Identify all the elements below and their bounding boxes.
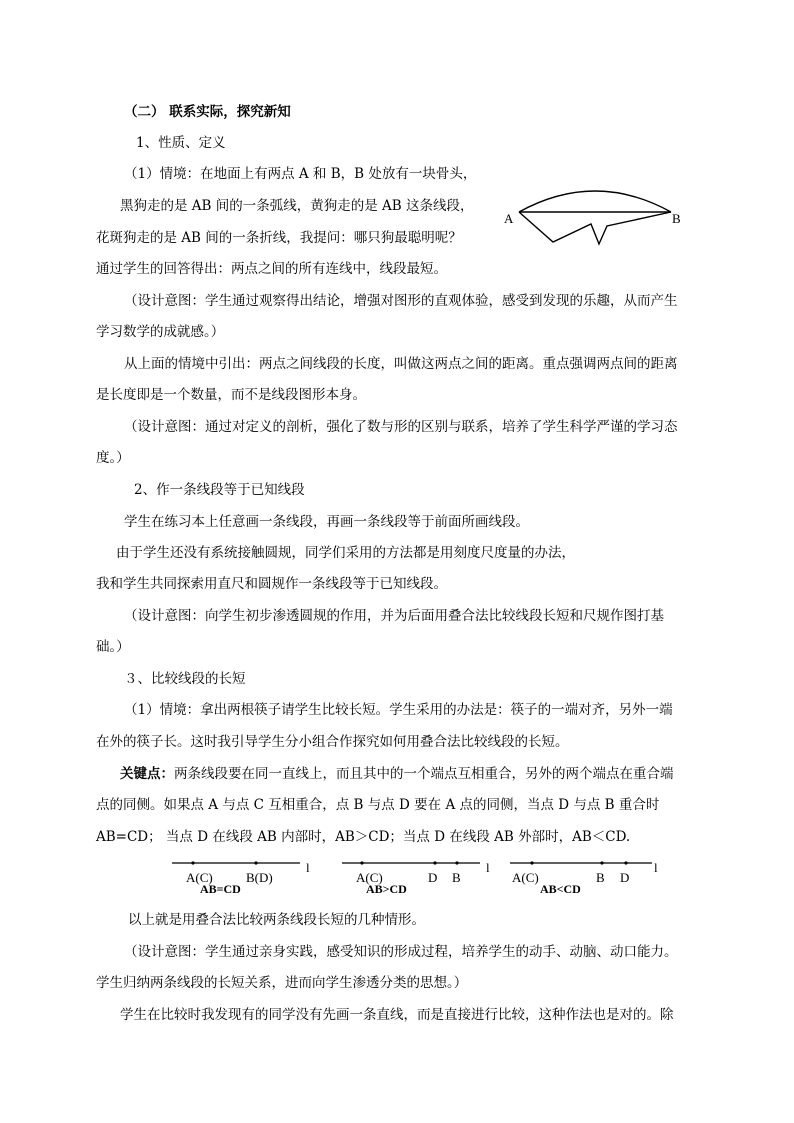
key-point-label: 关键点： (120, 766, 174, 782)
paragraph-chopsticks-b: 在外的筷子长。这时我引导学生分小组合作探究如何用叠合法比较线段的长短。 (96, 734, 569, 750)
design-intent-4a: （设计意图：学生通过亲身实践，感受知识的形成过程，培养学生的动手、动脑、动口能力。 (124, 944, 678, 960)
paragraph-compass-2: 我和学生共同探索用直尺和圆规作一条线段等于已知线段。 (96, 576, 447, 592)
section-title: （二） 联系实际，探究新知 (124, 104, 291, 120)
paragraph-key-a (120, 765, 674, 783)
key-point-text: 两条线段要在同一直线上，而且其中的一个端点互相重合，另外的两个端点在重合端 (174, 766, 674, 782)
fig2-1-mid: B(D) (246, 870, 273, 885)
comparison-line-2 (340, 856, 480, 870)
design-intent-3b: 础。） (96, 639, 130, 655)
paragraph-observation: 学生在比较时我发现有的同学没有先画一条直线，而是直接进行比较，这种作法也是对的。除 (120, 1007, 674, 1023)
paragraph-distance-a: 从上面的情境中引出：两点之间线段的长度，叫做这两点之间的距离。重点强调两点间的距离 (124, 356, 678, 372)
paragraph-situation: （1）情境：在地面上有两点 A 和 B，B 处放有一块骨头， (124, 166, 477, 182)
paragraph-draw: 学生在练习本上任意画一条线段，再画一条线段等于前面所画线段。 (124, 514, 529, 530)
design-intent-1b: 学习数学的成就感。） (96, 324, 225, 340)
heading-properties: 1、性质、定义 (136, 135, 226, 151)
fig2-2-mid: D (428, 870, 438, 885)
fig2-3-mid2: D (620, 870, 630, 885)
paragraph-chopsticks-a: （1）情境：拿出两根筷子请学生比较长短。学生采用的办法是：筷子的一端对齐，另外一端 (124, 702, 673, 718)
fig2-2-caption: AB>CD (366, 882, 407, 896)
fig2-3-end: l (654, 860, 658, 875)
paragraph-summary: 以上就是用叠合法比较两条线段长短的几种情形。 (128, 912, 425, 928)
fig2-1-end: l (306, 860, 310, 875)
fig2-3-left: A(C) (512, 870, 539, 885)
design-intent-2b: 度。） (96, 450, 130, 466)
heading-compare: ３、比较线段的长短 (124, 671, 246, 687)
paragraph-key-b: 点的同侧。如果点 A 与点 C 互相重合，点 B 与点 D 要在 A 点的同侧，当点 D 与点 B 重合时 (96, 797, 660, 813)
design-intent-4b: 学生归纳两条线段的长短关系，进而向学生渗透分类的思想。） (96, 975, 468, 991)
paragraph-compass-1: 由于学生还没有系统接触圆规，同学们采用的方法都是用刻度尺度量的办法， (116, 545, 575, 561)
fig2-1-left: A(C) (186, 870, 213, 885)
fig2-3-mid: B (596, 870, 605, 885)
design-intent-2a: （设计意图：通过对定义的剖析，强化了数与形的区别与联系，培养了学生科学严谨的学习态 (124, 419, 678, 435)
design-intent-3a: （设计意图：向学生初步渗透圆规的作用，并为后面用叠合法比较线段长短和尺规作图打基 (124, 608, 664, 624)
fig2-1-caption: AB=CD (200, 882, 241, 896)
paragraph-conclusion: 通过学生的回答得出：两点之间的所有连线中，线段最短。 (96, 261, 447, 277)
comparison-line-3 (508, 856, 654, 870)
heading-construct: 2、作一条线段等于已知线段 (134, 482, 305, 498)
fig2-2-left: A(C) (356, 870, 383, 885)
comparison-line-1 (170, 856, 310, 870)
fig2-2-end: l (486, 860, 490, 875)
paragraph-dogs-2: 花斑狗走的是 AB 间的一条折线，我提问：哪只狗最聪明呢？ (96, 230, 462, 246)
design-intent-1a: （设计意图：学生通过观察得出结论，增强对图形的直观体验，感受到发现的乐趣，从而产生 (124, 293, 678, 309)
three-paths-figure (515, 186, 675, 252)
label-a: A (504, 211, 514, 226)
fig2-2-mid2: B (452, 870, 461, 885)
fig2-3-caption: AB<CD (540, 882, 581, 896)
arc-path (519, 191, 671, 212)
label-b: B (672, 211, 681, 226)
paragraph-key-c: AB=CD； 当点 D 在线段 AB 内部时，AB＞CD；当点 D 在线段 AB 外部时，AB＜CD. (96, 829, 631, 845)
paragraph-dogs-1: 黑狗走的是 AB 间的一条弧线，黄狗走的是 AB 这条线段， (120, 198, 474, 214)
paragraph-distance-b: 是长度即是一个数量，而不是线段图形本身。 (96, 387, 366, 403)
broken-line-path (519, 212, 671, 244)
